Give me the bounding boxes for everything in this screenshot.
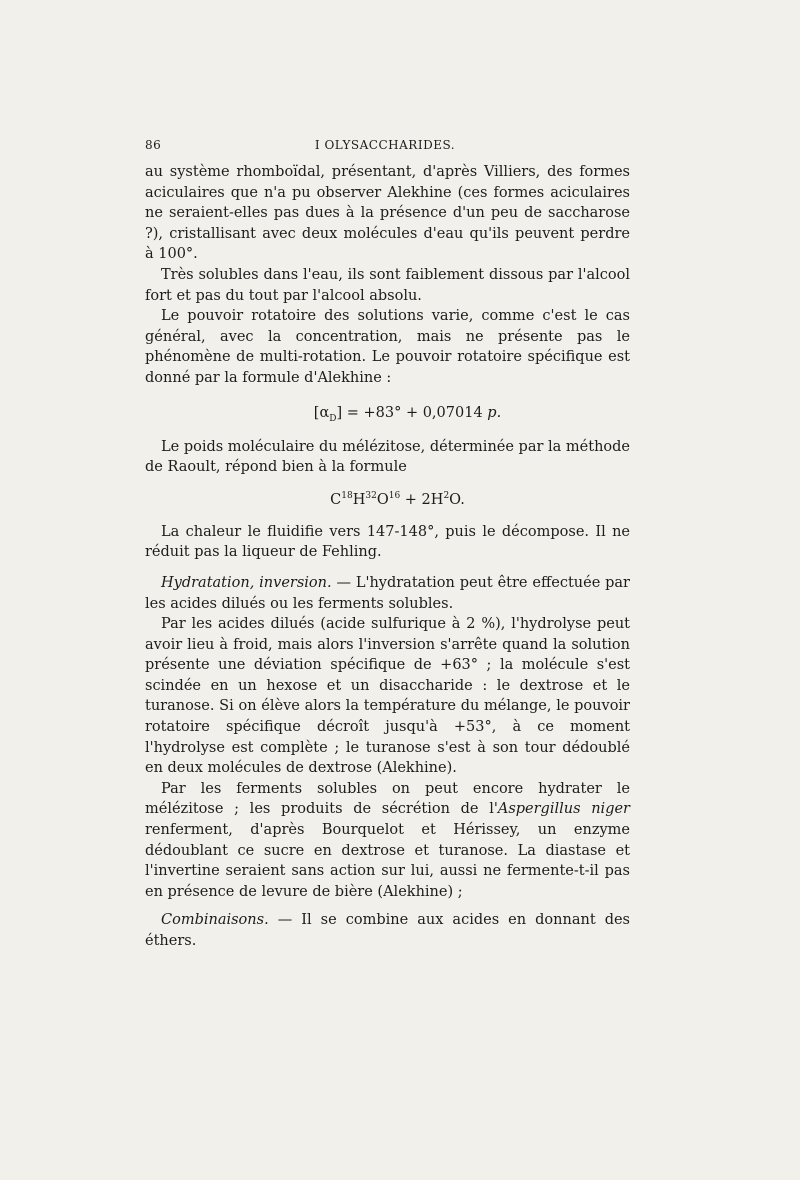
formula2-o: O: [376, 491, 389, 508]
paragraph-2: Très solubles dans l'eau, ils sont faiblement dissous par l'alcool fort et pas du tout par l'alcool absolu.: [145, 266, 630, 304]
section-title-combinaisons: Combinaisons.: [161, 912, 269, 929]
paragraph-6-text: — L'hydratation peut être effectuée par les acides dilués ou les ferments solubles.: [145, 574, 630, 612]
paragraph-1: au système rhomboïdal, présentant, d'après Villiers, des formes aciculaires que n'a pu observer Alekhine (ces formes aciculaires ne seraient-elles pas dues à la présence d'un peu de saccharose ?), cristallisant avec deux molécules d'eau qu'ils peuvent perdre à 100°.: [145, 164, 630, 263]
running-title: I OLYSACCHARIDES.: [314, 138, 456, 152]
paragraph-6: [145, 573, 630, 614]
page-number: 86: [145, 138, 162, 152]
aspergillus-niger: Aspergillus niger: [497, 801, 630, 818]
spacer: [145, 902, 630, 910]
section-title-hydratation: Hydratation, inversion.: [161, 574, 332, 591]
running-head: [145, 138, 630, 158]
paragraph-8-after: renferment, d'après Bourquelot et Hérissey, un enzyme dédoublant ce sucre en dextrose et turanose. La diastase et l'invertine seraient sans action sur lui, aussi ne fermente-t-il pas en présence de levure de bière (Alekhine) ;: [145, 822, 630, 900]
formula2-o-n: 16: [388, 490, 401, 501]
spacer: [145, 563, 630, 573]
formula2-c-n: 18: [341, 490, 353, 501]
formula2-h-n: 32: [365, 490, 377, 501]
paragraph-7: Par les acides dilués (acide sulfurique à 2 %), l'hydrolyse peut avoir lieu à froid, mais alors l'inversion s'arrête quand la solution présente une déviation spécifique de +63° ; la molécule s'est scindée en un hexose et un disaccharide : le dextrose et le turanose. Si on élève alors la température du mélange, le pouvoir rotatoire spécifique décroît jusqu'à +53°, à ce moment l'hydrolyse est complète ; le turanose s'est à son tour dédoublé en deux molécules de dextrose (Alekhine).: [145, 616, 630, 777]
paragraph-9: [145, 910, 630, 951]
formula2-w-n: 2: [443, 490, 450, 501]
paragraph-8-before: Par les ferments solubles on peut encore hydrater le mélézitose ; les produits de sécrétion de l': [145, 780, 630, 818]
formula1-sub: D: [329, 413, 337, 424]
paragraph-8: [145, 779, 630, 903]
formula2-c: C: [330, 491, 342, 508]
rotatory-power-formula: [145, 403, 630, 423]
paragraph-9-text: — Il se combine aux acides en donnant des éthers.: [145, 912, 630, 949]
paragraph-3: Le pouvoir rotatoire des solutions varie, comme c'est le cas général, avec la concentration, mais ne présente pas le phénomène de multi-rotation. Le pouvoir rotatoire spécifique est donné par la formule d'Alekhine :: [145, 308, 630, 386]
formula2-h: H: [352, 491, 366, 508]
paragraph-5: La chaleur le fluidifie vers 147-148°, puis le décompose. Il ne réduit pas la liqueur de Fehling.: [145, 523, 630, 561]
page-content: [145, 138, 630, 952]
formula1-left: [α: [313, 404, 330, 421]
formula1-right: ] = +83° + 0,07014: [336, 404, 488, 421]
molecular-formula: [145, 490, 630, 510]
paragraph-4: Le poids moléculaire du mélézitose, déterminée par la méthode de Raoult, répond bien à la formule: [145, 438, 630, 476]
formula2-end: O.: [449, 491, 465, 508]
formula1-var: p.: [487, 404, 502, 421]
formula2-plus: + 2H: [400, 491, 444, 508]
